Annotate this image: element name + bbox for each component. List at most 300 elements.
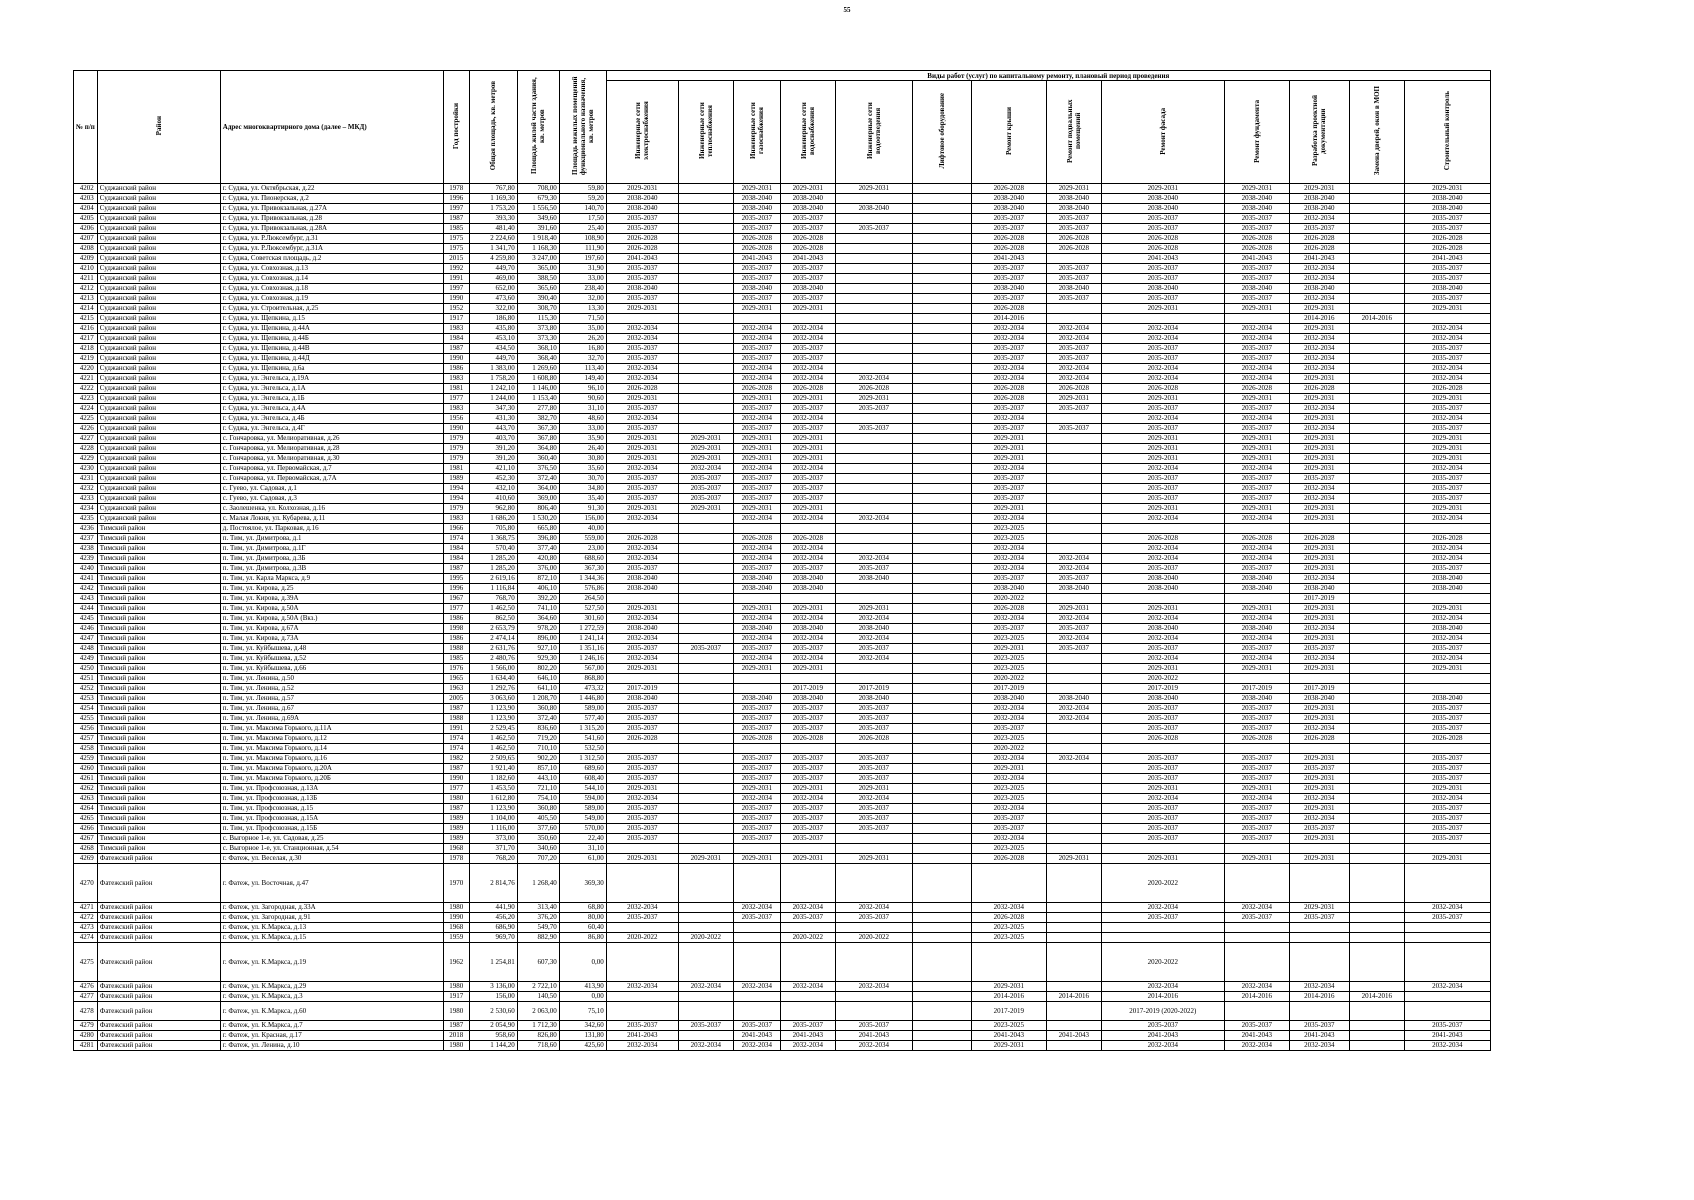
table-cell [912, 444, 971, 454]
table-cell [678, 913, 733, 923]
table-cell [912, 404, 971, 414]
table-cell: с. Гончаровка, ул. Первомайская, д.7 [220, 464, 443, 474]
table-cell: 1991 [443, 724, 469, 734]
table-cell: Суджанский район [97, 404, 220, 414]
table-cell: 2035-2037 [606, 704, 678, 714]
table-row [74, 254, 1491, 264]
table-cell: 13,30 [559, 304, 606, 314]
table-cell: 360,80 [517, 704, 559, 714]
table-cell: 2032-2034 [1289, 724, 1349, 734]
table-cell: 2035-2037 [780, 214, 835, 224]
table-cell: 1988 [443, 644, 469, 654]
table-cell: 32,00 [559, 294, 606, 304]
table-cell: г. Суджа, ул. Энгельса, д.1А [220, 384, 443, 394]
table-cell [1046, 664, 1101, 674]
table-cell: 2035-2037 [1404, 644, 1490, 654]
table-cell: Тимский район [97, 664, 220, 674]
table-cell: 2035-2037 [1224, 224, 1289, 234]
table-cell: 1977 [443, 784, 469, 794]
table-cell: 2035-2037 [606, 354, 678, 364]
table-cell: 368,40 [517, 354, 559, 364]
table-cell: 2038-2040 [780, 194, 835, 204]
table-cell: 2035-2037 [1101, 913, 1224, 923]
table-cell [912, 184, 971, 194]
table-cell: с. Гуево, ул. Садовая, д.1 [220, 484, 443, 494]
table-cell: 2035-2037 [780, 754, 835, 764]
table-row [74, 264, 1491, 274]
table-cell [678, 564, 733, 574]
table-cell: 2029-2031 [606, 304, 678, 314]
table-cell [1224, 943, 1289, 982]
table-cell: 2032-2034 [1289, 574, 1349, 584]
table-cell [912, 764, 971, 774]
table-cell: 2038-2040 [971, 284, 1046, 294]
table-cell: 1985 [443, 224, 469, 234]
table-cell: 1987 [443, 214, 469, 224]
table-cell: 2029-2031 [606, 784, 678, 794]
header-work-4: Инженерные сети водоотведения [835, 81, 912, 184]
table-row [74, 524, 1491, 534]
table-cell: 34,80 [559, 484, 606, 494]
table-cell: 2029-2031 [1289, 394, 1349, 404]
table-cell: 1979 [443, 434, 469, 444]
table-cell: 2035-2037 [1101, 834, 1224, 844]
table-cell: 1974 [443, 534, 469, 544]
table-cell: 2017-2019 [606, 684, 678, 694]
table-cell: Суджанский район [97, 244, 220, 254]
header-work-10: Разработка проектной документации [1289, 81, 1349, 184]
table-cell: 2035-2037 [1404, 754, 1490, 764]
table-cell: 4214 [74, 304, 98, 314]
table-cell: 2032-2034 [1404, 514, 1490, 524]
table-cell: 2038-2040 [1046, 284, 1101, 294]
table-row [74, 834, 1491, 844]
table-cell: 2026-2028 [835, 384, 912, 394]
table-cell: 33,00 [559, 424, 606, 434]
table-cell: 4256 [74, 724, 98, 734]
table-row [74, 714, 1491, 724]
table-cell: 2038-2040 [1404, 694, 1490, 704]
table-cell [835, 314, 912, 324]
table-cell: 4244 [74, 604, 98, 614]
table-cell: 2038-2040 [1404, 584, 1490, 594]
table-cell [780, 864, 835, 903]
table-cell: Фатежский район [97, 913, 220, 923]
table-cell [1289, 933, 1349, 943]
table-cell: 2032-2034 [733, 903, 780, 913]
header-district: Район [97, 71, 220, 184]
table-cell [1349, 933, 1404, 943]
table-cell: 2023-2025 [971, 794, 1046, 804]
table-cell: 2035-2037 [1404, 913, 1490, 923]
table-cell: 577,40 [559, 714, 606, 724]
table-cell: Суджанский район [97, 354, 220, 364]
table-cell [678, 824, 733, 834]
table-cell [1046, 654, 1101, 664]
table-cell: 4265 [74, 814, 98, 824]
table-cell: Тимский район [97, 824, 220, 834]
table-cell: 2 619,16 [469, 574, 517, 584]
table-cell: 1 312,50 [559, 754, 606, 764]
table-cell: 2038-2040 [1404, 284, 1490, 294]
table-cell: 2035-2037 [780, 814, 835, 824]
table-cell: 567,00 [559, 664, 606, 674]
table-cell: 2041-2043 [1289, 1031, 1349, 1041]
table-cell: 2041-2043 [1224, 254, 1289, 264]
table-cell: 2032-2034 [1404, 464, 1490, 474]
table-cell [678, 374, 733, 384]
table-cell: Тимский район [97, 614, 220, 624]
table-cell: 1962 [443, 943, 469, 982]
table-cell: 406,10 [517, 584, 559, 594]
table-cell: 2029-2031 [1289, 854, 1349, 864]
table-cell [1349, 744, 1404, 754]
table-cell: 2029-2031 [780, 394, 835, 404]
table-cell: Суджанский район [97, 464, 220, 474]
table-cell [678, 544, 733, 554]
table-cell: 2035-2037 [606, 644, 678, 654]
table-row [74, 244, 1491, 254]
table-cell [1046, 254, 1101, 264]
table-cell: 2032-2034 [1404, 654, 1490, 664]
table-cell: 71,50 [559, 314, 606, 324]
table-row [74, 644, 1491, 654]
table-cell [606, 1002, 678, 1021]
table-cell: 2038-2040 [1289, 204, 1349, 214]
table-cell: 2029-2031 [1101, 444, 1224, 454]
table-cell [912, 314, 971, 324]
table-cell: 4268 [74, 844, 98, 854]
table-cell [733, 684, 780, 694]
table-cell [835, 334, 912, 344]
table-cell: 25,40 [559, 224, 606, 234]
table-cell [835, 214, 912, 224]
table-cell [1349, 224, 1404, 234]
table-cell: 4257 [74, 734, 98, 744]
table-cell: 2029-2031 [606, 434, 678, 444]
table-cell: 2035-2037 [1404, 724, 1490, 734]
table-cell [1404, 943, 1490, 982]
table-cell: 322,00 [469, 304, 517, 314]
table-cell [1349, 484, 1404, 494]
table-cell [780, 844, 835, 854]
table-cell [678, 834, 733, 844]
table-cell: 4224 [74, 404, 98, 414]
table-cell: 2035-2037 [1101, 714, 1224, 724]
capital-repair-table-container [73, 70, 1491, 1051]
table-cell: п. Тим, ул. Профсоюзная, д.13А [220, 784, 443, 794]
table-cell: 2 474,14 [469, 634, 517, 644]
table-cell [678, 614, 733, 624]
table-cell: 2032-2034 [606, 1041, 678, 1051]
table-cell: 4213 [74, 294, 98, 304]
table-cell: 26,40 [559, 444, 606, 454]
table-cell: 2041-2043 [733, 254, 780, 264]
table-cell: 2035-2037 [1224, 824, 1289, 834]
table-cell [1046, 764, 1101, 774]
table-cell [1349, 454, 1404, 464]
table-cell: 2035-2037 [780, 354, 835, 364]
table-cell [780, 923, 835, 933]
table-cell: 2035-2037 [1404, 424, 1490, 434]
table-cell: 532,50 [559, 744, 606, 754]
table-cell [1349, 614, 1404, 624]
table-cell: 2032-2034 [606, 414, 678, 424]
table-cell: 4246 [74, 624, 98, 634]
table-cell: 368,10 [517, 344, 559, 354]
table-cell: 4274 [74, 933, 98, 943]
table-cell [780, 524, 835, 534]
table-cell: 2032-2034 [1289, 494, 1349, 504]
table-cell: 4266 [74, 824, 98, 834]
table-cell [912, 384, 971, 394]
table-cell: 1 758,20 [469, 374, 517, 384]
table-cell: 1 244,00 [469, 394, 517, 404]
table-cell: 2029-2031 [1289, 454, 1349, 464]
table-cell: 1966 [443, 524, 469, 534]
table-cell: 2029-2031 [1404, 604, 1490, 614]
table-cell [912, 494, 971, 504]
table-cell [912, 274, 971, 284]
table-cell: 2029-2031 [1289, 564, 1349, 574]
table-cell: 4238 [74, 544, 98, 554]
table-cell [678, 704, 733, 714]
table-cell: 1968 [443, 923, 469, 933]
table-cell: 453,10 [469, 334, 517, 344]
table-cell: Суджанский район [97, 264, 220, 274]
table-cell: 2029-2031 [780, 454, 835, 464]
table-cell: 2029-2031 [1224, 184, 1289, 194]
table-cell: Тимский район [97, 814, 220, 824]
table-cell: 527,50 [559, 604, 606, 614]
table-cell: 1 241,14 [559, 634, 606, 644]
table-cell: 2035-2037 [733, 1021, 780, 1031]
table-cell: 4234 [74, 504, 98, 514]
table-cell: 2029-2031 [1289, 324, 1349, 334]
table-cell: 2029-2031 [606, 184, 678, 194]
table-cell: г. Суджа, ул. Совхозная, д.19 [220, 294, 443, 304]
table-cell: 2032-2034 [780, 903, 835, 913]
table-cell: 1986 [443, 634, 469, 644]
table-cell: 2032-2034 [1224, 614, 1289, 624]
table-cell: 868,80 [559, 674, 606, 684]
table-cell: 2035-2037 [780, 724, 835, 734]
table-cell [606, 844, 678, 854]
table-cell [912, 854, 971, 864]
table-cell [971, 864, 1046, 903]
table-cell: 396,80 [517, 534, 559, 544]
header-work-12: Строительный контроль [1404, 81, 1490, 184]
table-cell: 2032-2034 [733, 554, 780, 564]
table-cell: 340,60 [517, 844, 559, 854]
table-cell [1349, 414, 1404, 424]
table-cell: 2035-2037 [835, 824, 912, 834]
table-cell: 1994 [443, 484, 469, 494]
table-cell: 2032-2034 [1404, 324, 1490, 334]
table-cell: 2032-2034 [733, 334, 780, 344]
table-row [74, 754, 1491, 764]
table-cell [1101, 594, 1224, 604]
table-cell: 2035-2037 [733, 764, 780, 774]
table-cell: Тимский район [97, 794, 220, 804]
table-cell: 2035-2037 [1224, 264, 1289, 274]
table-cell: 421,10 [469, 464, 517, 474]
table-cell: 2014-2016 [1101, 992, 1224, 1002]
table-cell [678, 664, 733, 674]
table-cell: 2035-2037 [1224, 344, 1289, 354]
table-cell [912, 794, 971, 804]
table-cell: 958,60 [469, 1031, 517, 1041]
table-cell: 549,70 [517, 923, 559, 933]
table-cell [1349, 664, 1404, 674]
table-cell: 1990 [443, 913, 469, 923]
table-cell: 2035-2037 [606, 724, 678, 734]
table-cell: 367,30 [517, 424, 559, 434]
table-cell: 2035-2037 [780, 424, 835, 434]
table-cell [912, 464, 971, 474]
table-cell: с. Выгорное 1-е, ул. Садовая, д.25 [220, 834, 443, 844]
table-cell: 59,80 [559, 184, 606, 194]
table-row [74, 294, 1491, 304]
table-cell: 60,40 [559, 923, 606, 933]
table-cell: 2032-2034 [1289, 294, 1349, 304]
table-cell: 2032-2034 [1224, 514, 1289, 524]
table-cell: 2026-2028 [1224, 234, 1289, 244]
table-cell [912, 634, 971, 644]
table-cell: 2032-2034 [780, 364, 835, 374]
table-cell: 2038-2040 [1101, 194, 1224, 204]
table-cell: 2032-2034 [780, 544, 835, 554]
table-cell: 2038-2040 [733, 284, 780, 294]
table-cell: 2032-2034 [971, 554, 1046, 564]
table-cell: 594,00 [559, 794, 606, 804]
table-cell: Фатежский район [97, 864, 220, 903]
table-cell: 2032-2034 [1404, 334, 1490, 344]
table-cell: 2038-2040 [1404, 624, 1490, 634]
table-cell: 2035-2037 [1046, 424, 1101, 434]
table-cell: 2035-2037 [1046, 644, 1101, 654]
table-cell: 425,60 [559, 1041, 606, 1051]
table-cell: 1 123,90 [469, 714, 517, 724]
table-cell: 156,00 [469, 992, 517, 1002]
table-cell [780, 744, 835, 754]
table-cell [1046, 814, 1101, 824]
table-cell: 4202 [74, 184, 98, 194]
table-cell: 32,70 [559, 354, 606, 364]
table-cell: 2035-2037 [780, 824, 835, 834]
table-cell [1046, 1021, 1101, 1031]
table-row [74, 574, 1491, 584]
table-cell: 2029-2031 [780, 504, 835, 514]
table-cell: 350,60 [517, 834, 559, 844]
table-cell: п. Тим, ул. Ленина, д.67 [220, 704, 443, 714]
table-cell [678, 674, 733, 684]
table-cell: 2020-2022 [971, 594, 1046, 604]
table-cell [1046, 1041, 1101, 1051]
table-cell: 2029-2031 [1289, 444, 1349, 454]
table-cell: 0,00 [559, 992, 606, 1002]
table-cell: 1 608,80 [517, 374, 559, 384]
table-cell: 2032-2034 [835, 514, 912, 524]
table-cell [1349, 534, 1404, 544]
table-cell: 441,90 [469, 903, 517, 913]
table-cell: п. Тим, ул. Куйбышева, д.52 [220, 654, 443, 664]
table-cell [1404, 864, 1490, 903]
table-cell: 2014-2016 [1349, 992, 1404, 1002]
table-cell: 2029-2031 [678, 454, 733, 464]
table-cell: 2032-2034 [606, 614, 678, 624]
table-cell: 431,30 [469, 414, 517, 424]
table-cell: 413,90 [559, 982, 606, 992]
table-cell: 2032-2034 [780, 554, 835, 564]
header-work-9: Ремонт фундамента [1224, 81, 1289, 184]
table-cell: 2035-2037 [733, 804, 780, 814]
table-cell: 4208 [74, 244, 98, 254]
table-cell [1349, 354, 1404, 364]
table-cell: 1 182,60 [469, 774, 517, 784]
table-cell: 1 168,30 [517, 244, 559, 254]
table-cell [1349, 244, 1404, 254]
table-cell: г. Суджа, ул. Щепкина, д.44Д [220, 354, 443, 364]
table-cell: 4267 [74, 834, 98, 844]
table-cell: 2035-2037 [1404, 294, 1490, 304]
table-cell: 1 712,30 [517, 1021, 559, 1031]
table-cell [912, 644, 971, 654]
table-cell: 2029-2031 [1224, 854, 1289, 864]
table-cell: 2038-2040 [971, 694, 1046, 704]
table-cell [835, 234, 912, 244]
table-cell: 2029-2031 [733, 854, 780, 864]
table-cell [912, 844, 971, 854]
table-cell: 2035-2037 [606, 424, 678, 434]
table-cell [835, 304, 912, 314]
table-cell: 2020-2022 [835, 933, 912, 943]
table-cell [678, 334, 733, 344]
table-cell: 377,60 [517, 824, 559, 834]
table-cell [678, 654, 733, 664]
table-cell [733, 864, 780, 903]
table-cell: 2035-2037 [1224, 404, 1289, 414]
table-row [74, 654, 1491, 664]
table-cell: 2035-2037 [1404, 494, 1490, 504]
table-cell: 48,60 [559, 414, 606, 424]
header-work-8: Ремонт фасада [1101, 81, 1224, 184]
table-cell: 2035-2037 [1101, 644, 1224, 654]
table-cell [912, 982, 971, 992]
table-cell: 2029-2031 [835, 854, 912, 864]
table-cell: п. Тим, ул. Максима Горького, д.16 [220, 754, 443, 764]
table-cell: Тимский район [97, 564, 220, 574]
table-cell: 2032-2034 [1046, 374, 1101, 384]
table-cell: 4239 [74, 554, 98, 564]
table-cell [678, 992, 733, 1002]
table-cell [912, 394, 971, 404]
table-cell [606, 674, 678, 684]
table-cell: 2035-2037 [733, 294, 780, 304]
table-cell: 2038-2040 [780, 284, 835, 294]
table-cell: 1 612,80 [469, 794, 517, 804]
table-cell: 2038-2040 [1224, 574, 1289, 584]
table-cell: 2035-2037 [606, 484, 678, 494]
table-cell: 2026-2028 [780, 234, 835, 244]
table-cell: г. Суджа, ул. Энгельса, д.4Б [220, 414, 443, 424]
table-cell [1046, 784, 1101, 794]
table-cell [780, 943, 835, 982]
table-cell: 2035-2037 [971, 824, 1046, 834]
table-cell: с. Гончаровка, ул. Первомайская, д.7А [220, 474, 443, 484]
table-cell: 2029-2031 [1289, 903, 1349, 913]
table-cell: 365,60 [517, 284, 559, 294]
